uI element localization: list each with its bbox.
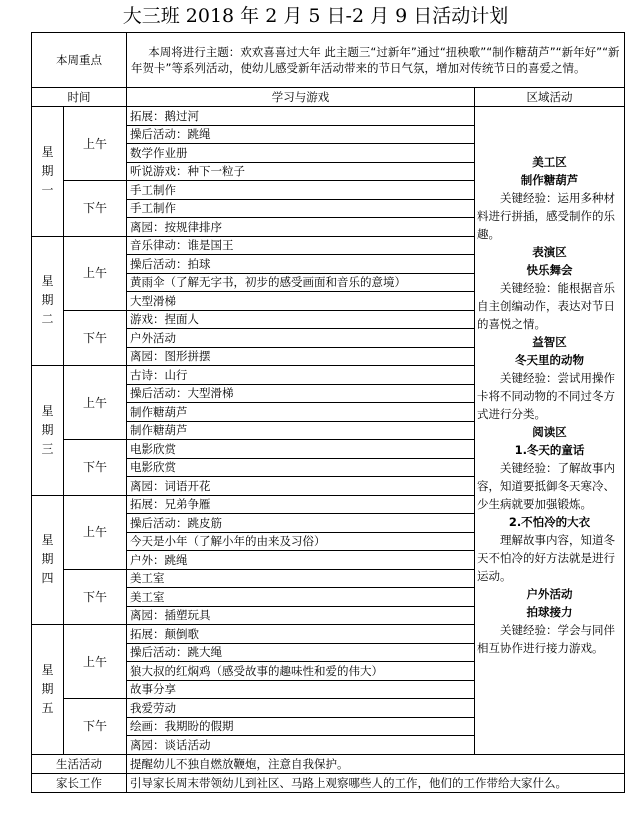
day-char: 一 xyxy=(41,182,54,197)
area-description: 关键经验：了解故事内容，知道要抵御冬天寒冷、少生病就要加强锻炼。 xyxy=(477,461,615,511)
activity-item: 操后活动：跳皮筋 xyxy=(127,514,475,533)
area-description: 关键经验：能根据音乐自主创编动作，表达对节日的喜悦之情。 xyxy=(477,281,615,331)
day-char: 期 xyxy=(41,422,54,437)
activity-plan-table xyxy=(31,32,625,793)
area-description: 关键经验：运用多种材料进行拼插，感受制作的乐趣。 xyxy=(477,191,615,241)
parent-row xyxy=(32,773,625,792)
parent-text: 引导家长周末带领幼儿到社区、马路上观察哪些人的工作，他们的工作带给大家什么。 xyxy=(127,773,625,792)
activity-item: 操后活动：拍球 xyxy=(127,255,475,274)
afternoon-label: 下午 xyxy=(64,440,127,496)
activity-item: 黄雨伞（了解无字书，初步的感受画面和音乐的意境） xyxy=(127,273,475,292)
activity-item: 古诗：山行 xyxy=(127,366,475,385)
activity-item: 美工室 xyxy=(127,569,475,588)
day-cell xyxy=(32,236,64,366)
morning-label: 上午 xyxy=(64,495,127,569)
afternoon-label: 下午 xyxy=(64,310,127,366)
afternoon-label: 下午 xyxy=(64,181,127,237)
activity-item: 手工制作 xyxy=(127,199,475,218)
activity-item: 数学作业册 xyxy=(127,144,475,163)
day-char: 三 xyxy=(41,441,54,456)
focus-label: 本周重点 xyxy=(32,33,127,88)
area-activities-cell xyxy=(475,107,625,755)
activity-item: 今天是小年（了解小年的由来及习俗） xyxy=(127,532,475,551)
area-subtitle: 冬天里的动物 xyxy=(515,353,584,367)
page-title: 大三班 2018 年 2 月 5 日-2 月 9 日活动计划 xyxy=(122,5,509,27)
activity-item: 离园：图形拼摆 xyxy=(127,347,475,366)
life-label: 生活活动 xyxy=(32,754,127,773)
activity-item: 户外活动 xyxy=(127,329,475,348)
afternoon-label: 下午 xyxy=(64,569,127,625)
header-area: 区域活动 xyxy=(475,88,625,107)
activity-item: 电影欣赏 xyxy=(127,458,475,477)
activity-item: 离园：谈话活动 xyxy=(127,736,475,755)
area-title: 阅读区 xyxy=(532,425,567,439)
day-char: 星 xyxy=(41,144,54,159)
area-description: 关键经验：尝试用操作卡将不同动物的不同过冬方式进行分类。 xyxy=(477,371,615,421)
table-row xyxy=(32,107,625,126)
area-title: 表演区 xyxy=(532,245,567,259)
activity-item: 我爱劳动 xyxy=(127,699,475,718)
activity-item: 电影欣赏 xyxy=(127,440,475,459)
activity-item: 操后活动：跳大绳 xyxy=(127,643,475,662)
day-char: 星 xyxy=(41,403,54,418)
day-cell xyxy=(32,625,64,755)
day-char: 期 xyxy=(41,552,54,567)
day-cell xyxy=(32,366,64,496)
area-title: 户外活动 xyxy=(526,587,573,601)
focus-text: 本周将进行主题：欢欢喜喜过大年 此主题三“过新年”通过“扭秧歌”“制作糖葫芦”“新年好”“新年贺卡”等系列活动，使幼儿感受新年活动带来的节日气氛，增加对传统节日的喜爱之情。 xyxy=(127,33,625,88)
area-title: 美工区 xyxy=(532,155,567,169)
day-cell xyxy=(32,107,64,237)
area-spacer xyxy=(477,107,622,153)
life-text: 提醒幼儿不独自燃放鞭炮，注意自我保护。 xyxy=(127,754,625,773)
day-char: 期 xyxy=(41,681,54,696)
day-cell xyxy=(32,495,64,625)
area-subtitle: 快乐舞会 xyxy=(526,263,573,277)
activity-item: 游戏：捏面人 xyxy=(127,310,475,329)
activity-item: 离园：词语开花 xyxy=(127,477,475,496)
day-char: 二 xyxy=(41,312,54,327)
area-subtitle: 2.不怕冷的大衣 xyxy=(508,515,591,529)
focus-row xyxy=(32,33,625,88)
activity-item: 音乐律动：谁是国王 xyxy=(127,236,475,255)
day-char: 星 xyxy=(41,533,54,548)
day-char: 期 xyxy=(41,163,54,178)
activity-item: 离园：按规律排序 xyxy=(127,218,475,237)
morning-label: 上午 xyxy=(64,107,127,181)
area-title: 益智区 xyxy=(532,335,567,349)
activity-item: 制作糖葫芦 xyxy=(127,421,475,440)
day-char: 星 xyxy=(41,662,54,677)
life-row xyxy=(32,754,625,773)
activity-item: 绘画：我期盼的假期 xyxy=(127,717,475,736)
morning-label: 上午 xyxy=(64,236,127,310)
activity-item: 故事分享 xyxy=(127,680,475,699)
header-learning: 学习与游戏 xyxy=(127,88,475,107)
activity-item: 户外：跳绳 xyxy=(127,551,475,570)
afternoon-label: 下午 xyxy=(64,699,127,755)
activity-item: 大型滑梯 xyxy=(127,292,475,311)
area-subtitle: 1.冬天的童话 xyxy=(514,443,585,457)
morning-label: 上午 xyxy=(64,366,127,440)
activity-item: 狼大叔的红焖鸡（感受故事的趣味性和爱的伟大） xyxy=(127,662,475,681)
day-char: 星 xyxy=(41,274,54,289)
area-subtitle: 制作糖葫芦 xyxy=(520,173,579,187)
morning-label: 上午 xyxy=(64,625,127,699)
activity-item: 拓展：颠倒歌 xyxy=(127,625,475,644)
activity-item: 美工室 xyxy=(127,588,475,607)
activity-item: 手工制作 xyxy=(127,181,475,200)
area-description: 关键经验：学会与同伴相互协作进行接力游戏。 xyxy=(477,623,615,655)
activity-item: 拓展：鹅过河 xyxy=(127,107,475,126)
header-row xyxy=(32,88,625,107)
parent-label: 家长工作 xyxy=(32,773,127,792)
header-time: 时间 xyxy=(32,88,127,107)
activity-item: 制作糖葫芦 xyxy=(127,403,475,422)
area-description: 理解故事内容，知道冬天不怕冷的好方法就是进行运动。 xyxy=(477,533,615,583)
activity-item: 听说游戏：种下一粒子 xyxy=(127,162,475,181)
area-subtitle: 拍球接力 xyxy=(526,605,573,619)
day-char: 五 xyxy=(41,700,54,715)
activity-item: 操后活动：跳绳 xyxy=(127,125,475,144)
day-char: 期 xyxy=(41,293,54,308)
activity-item: 离园：插塑玩具 xyxy=(127,606,475,625)
activity-item: 拓展：兄弟争雁 xyxy=(127,495,475,514)
day-char: 四 xyxy=(41,571,54,586)
activity-item: 操后活动：大型滑梯 xyxy=(127,384,475,403)
